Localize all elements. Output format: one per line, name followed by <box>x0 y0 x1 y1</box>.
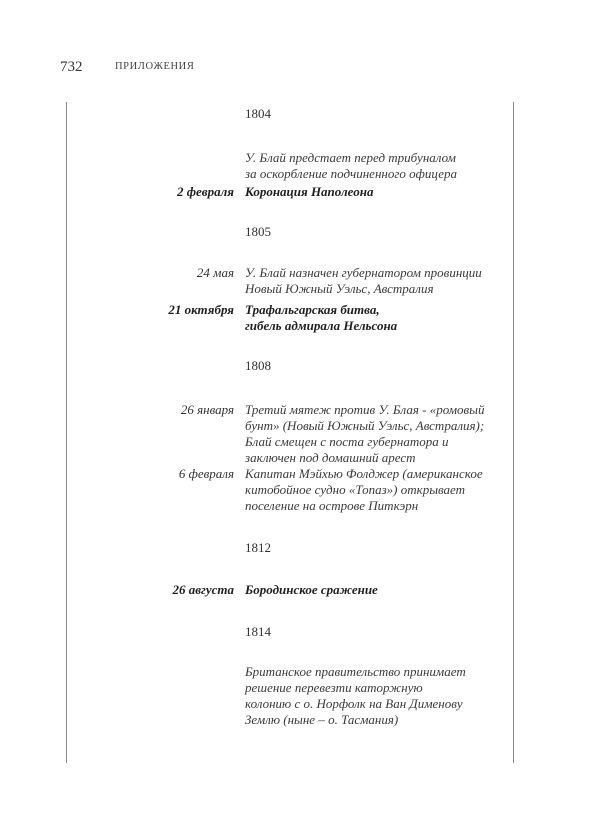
section-title: ПРИЛОЖЕНИЯ <box>115 61 195 72</box>
event-text: У. Блай назначен губернатором провинции Новый Южный Уэльс, Австралия <box>245 265 482 296</box>
year-heading: 1814 <box>245 624 271 639</box>
event-text: Трафальгарская битва, гибель адмирала Нельсона <box>245 302 398 333</box>
event-text: Британское правительство принимает решение перевезти каторжную колонию с о. Норфолк на Ван Дименову Землю (ныне – о. Тасмания) <box>245 664 466 727</box>
event-text: Коронация Наполеона <box>245 184 374 199</box>
event-text: У. Блай предстает перед трибуналом за оскорбление подчиненного офицера <box>245 150 457 181</box>
right-margin-rule <box>513 102 514 763</box>
event-date: 21 октября <box>168 302 234 317</box>
year-heading: 1804 <box>245 106 271 121</box>
event-text: Капитан Мэйхью Фолджер (американское китобойное судно «Топаз») открывает поселение на острове Питкэрн <box>245 466 483 513</box>
event-date: 24 мая <box>196 265 234 280</box>
event-date: 2 февраля <box>176 184 234 199</box>
year-heading: 1805 <box>245 224 271 239</box>
year-heading: 1808 <box>245 358 271 373</box>
event-text: Третий мятеж против У. Блая - «ромовый бунт» (Новый Южный Уэльс, Австралия); Блай смещен с поста губернатора и заключен под домашний арест <box>245 402 485 465</box>
event-date: 26 августа <box>172 582 234 597</box>
year-heading: 1812 <box>245 540 271 555</box>
event-date: 6 февраля <box>178 466 234 481</box>
page-number: 732 <box>60 59 83 75</box>
page-header <box>60 58 83 76</box>
event-date: 26 января <box>180 402 234 417</box>
event-text: Бородинское сражение <box>245 582 378 597</box>
left-margin-rule <box>66 102 67 763</box>
